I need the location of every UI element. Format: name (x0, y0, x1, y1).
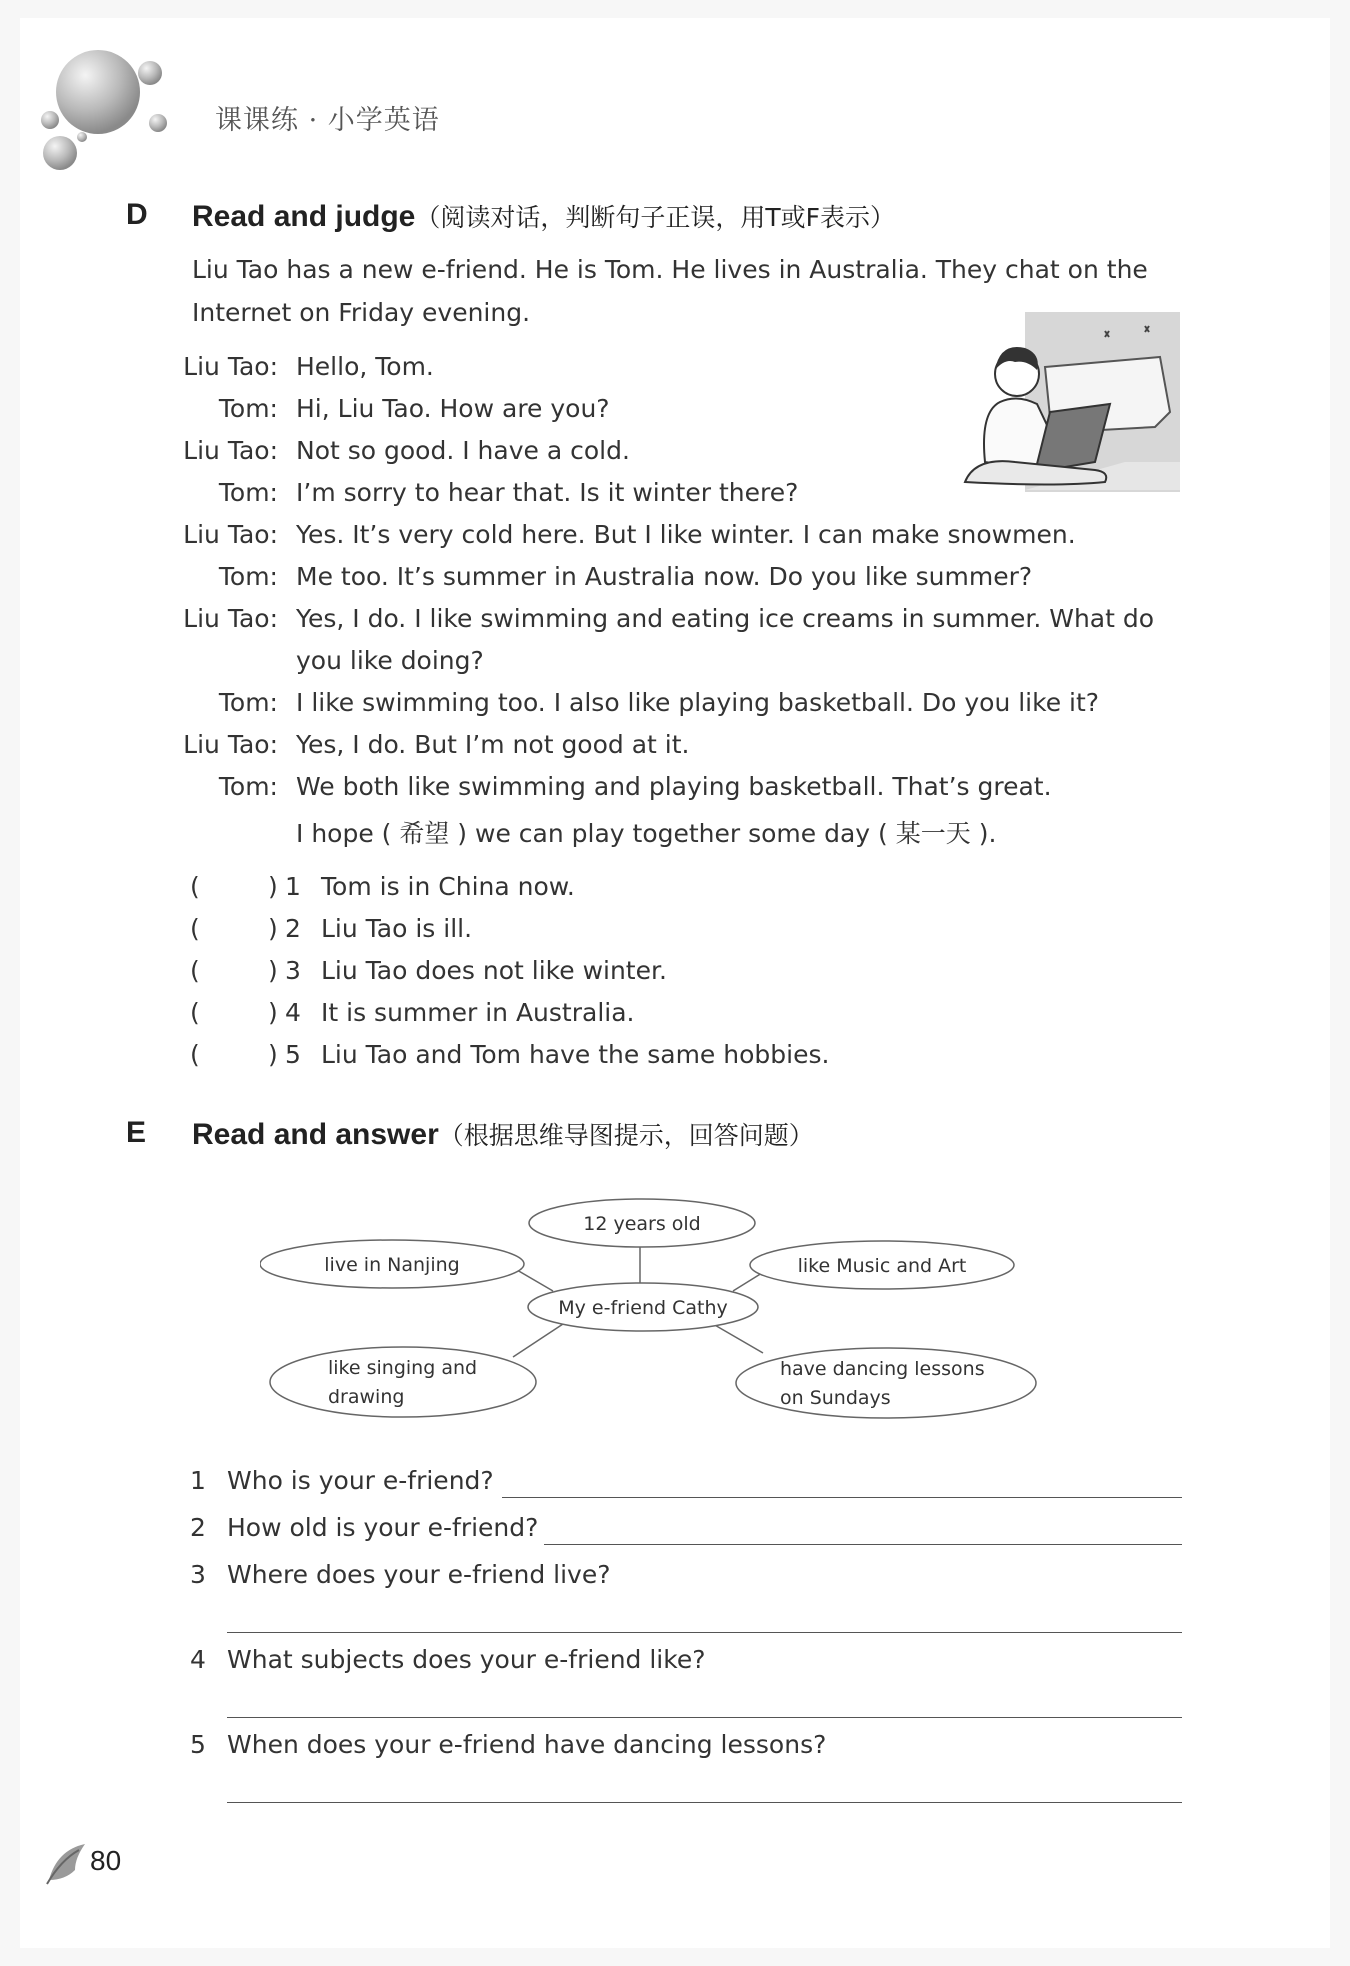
speaker-label: Tom: (218, 394, 278, 423)
paren-close: ) (268, 914, 278, 943)
bubble-tiny-icon (77, 132, 87, 142)
question-number: 1 (190, 1466, 206, 1495)
mindmap-right-top-text: like Music and Art (797, 1255, 967, 1277)
answer-blank-5[interactable] (205, 1040, 270, 1072)
answer-blank-4[interactable] (205, 998, 270, 1030)
question-text: Where does your e-friend live? (227, 1560, 611, 1589)
judgement-number: 4 (285, 998, 301, 1027)
speaker-label: Liu Tao: (183, 604, 278, 633)
mindmap-top-text: 12 years old (583, 1213, 701, 1235)
judgement-number: 1 (285, 872, 301, 901)
bubble-large-icon (56, 50, 140, 134)
page-number: 80 (90, 1845, 122, 1876)
judgement-number: 5 (285, 1040, 301, 1069)
paren-close: ) (268, 872, 278, 901)
paren-close: ) (268, 1040, 278, 1069)
dialogue-line: you like doing? (296, 646, 484, 675)
question-number: 5 (190, 1730, 206, 1759)
section-d-title-cn: （阅读对话，判断句子正误，用T或F表示） (415, 203, 896, 232)
boy-laptop-illustration (955, 312, 1180, 492)
mindmap-right-bottom-text-1: have dancing lessons (780, 1358, 985, 1380)
mindmap-center-text: My e-friend Cathy (558, 1297, 728, 1319)
answer-line-1[interactable] (502, 1497, 1182, 1498)
section-d-title-en: Read and judge (192, 200, 416, 233)
mindmap-left-bottom-text-2: drawing (328, 1386, 405, 1408)
mindmap-right-bottom-text-2: on Sundays (780, 1387, 891, 1409)
speaker-label: Tom: (218, 562, 278, 591)
question-number: 4 (190, 1645, 206, 1674)
speaker-label: Liu Tao: (183, 730, 278, 759)
connector-left-bottom (513, 1324, 563, 1357)
judgement-text: Tom is in China now. (321, 872, 575, 901)
dialogue-line: I hope ( 希望 ) we can play together some day ( 某一天 ). (296, 819, 997, 848)
section-d-letter: D (126, 198, 148, 231)
speaker-label: Liu Tao: (183, 520, 278, 549)
dialogue-line: Yes. It’s very cold here. But I like winter. I can make snowmen. (296, 520, 1076, 549)
question-text: Who is your e-friend? (227, 1466, 494, 1495)
paren-open: ( (190, 1040, 200, 1069)
judgement-text: It is summer in Australia. (321, 998, 635, 1027)
dialogue-line: Hi, Liu Tao. How are you? (296, 394, 610, 423)
speaker-label: Liu Tao: (183, 436, 278, 465)
section-d-title (192, 198, 895, 234)
speaker-label: Tom: (218, 772, 278, 801)
dialogue-line: Yes, I do. But I’m not good at it. (296, 730, 690, 759)
header-title: 课课练 · 小学英语 (215, 105, 440, 136)
answer-line-2[interactable] (544, 1544, 1182, 1545)
mindmap-left-top-text: live in Nanjing (324, 1254, 460, 1276)
mindmap-left-bottom-text-1: like singing and (328, 1357, 478, 1379)
answer-blank-2[interactable] (205, 914, 270, 946)
answer-line-4[interactable] (227, 1717, 1182, 1718)
intro-line-1: Liu Tao has a new e-friend. He is Tom. He lives in Australia. They chat on the (192, 255, 1148, 284)
question-text: What subjects does your e-friend like? (227, 1645, 706, 1674)
judgement-text: Liu Tao and Tom have the same hobbies. (321, 1040, 830, 1069)
question-text: How old is your e-friend? (227, 1513, 539, 1542)
answer-blank-3[interactable] (205, 956, 270, 988)
judgement-text: Liu Tao is ill. (321, 914, 473, 943)
question-number: 2 (190, 1513, 206, 1542)
paren-open: ( (190, 998, 200, 1027)
judgement-text: Liu Tao does not like winter. (321, 956, 667, 985)
paren-open: ( (190, 914, 200, 943)
dialogue-line: We both like swimming and playing basketball. That’s great. (296, 772, 1052, 801)
answer-line-5[interactable] (227, 1802, 1182, 1803)
intro-line-2: Internet on Friday evening. (192, 298, 531, 327)
dialogue-line: Not so good. I have a cold. (296, 436, 630, 465)
dialogue-line: Yes, I do. I like swimming and eating ice creams in summer. What do (296, 604, 1155, 633)
dialogue-line: I like swimming too. I also like playing basketball. Do you like it? (296, 688, 1100, 717)
dialogue-line: Hello, Tom. (296, 352, 434, 381)
paren-close: ) (268, 956, 278, 985)
judgement-number: 2 (285, 914, 301, 943)
connector-right-bottom (713, 1324, 763, 1353)
paren-open: ( (190, 872, 200, 901)
mind-map (260, 1190, 1050, 1430)
section-e-title-cn: （根据思维导图提示，回答问题） (438, 1121, 814, 1150)
paren-open: ( (190, 956, 200, 985)
section-e-letter: E (126, 1116, 147, 1149)
bubble-small-icon (138, 61, 162, 85)
speaker-label: Tom: (218, 478, 278, 507)
question-number: 3 (190, 1560, 206, 1589)
dialogue-line: I’m sorry to hear that. Is it winter there? (296, 478, 799, 507)
paren-close: ) (268, 998, 278, 1027)
leaf-icon (45, 1840, 90, 1885)
bubble-small-icon (41, 111, 59, 129)
bubble-small-icon (149, 114, 167, 132)
judgement-number: 3 (285, 956, 301, 985)
question-text: When does your e-friend have dancing lessons? (227, 1730, 827, 1759)
speaker-label: Liu Tao: (183, 352, 278, 381)
section-e-title-en: Read and answer (192, 1118, 439, 1151)
answer-line-3[interactable] (227, 1632, 1182, 1633)
bubble-medium-icon (43, 136, 77, 170)
speaker-label: Tom: (218, 688, 278, 717)
answer-blank-1[interactable] (205, 872, 270, 904)
dialogue-line: Me too. It’s summer in Australia now. Do you like summer? (296, 562, 1033, 591)
section-e-title (192, 1116, 814, 1152)
bubbles-logo (30, 45, 180, 175)
